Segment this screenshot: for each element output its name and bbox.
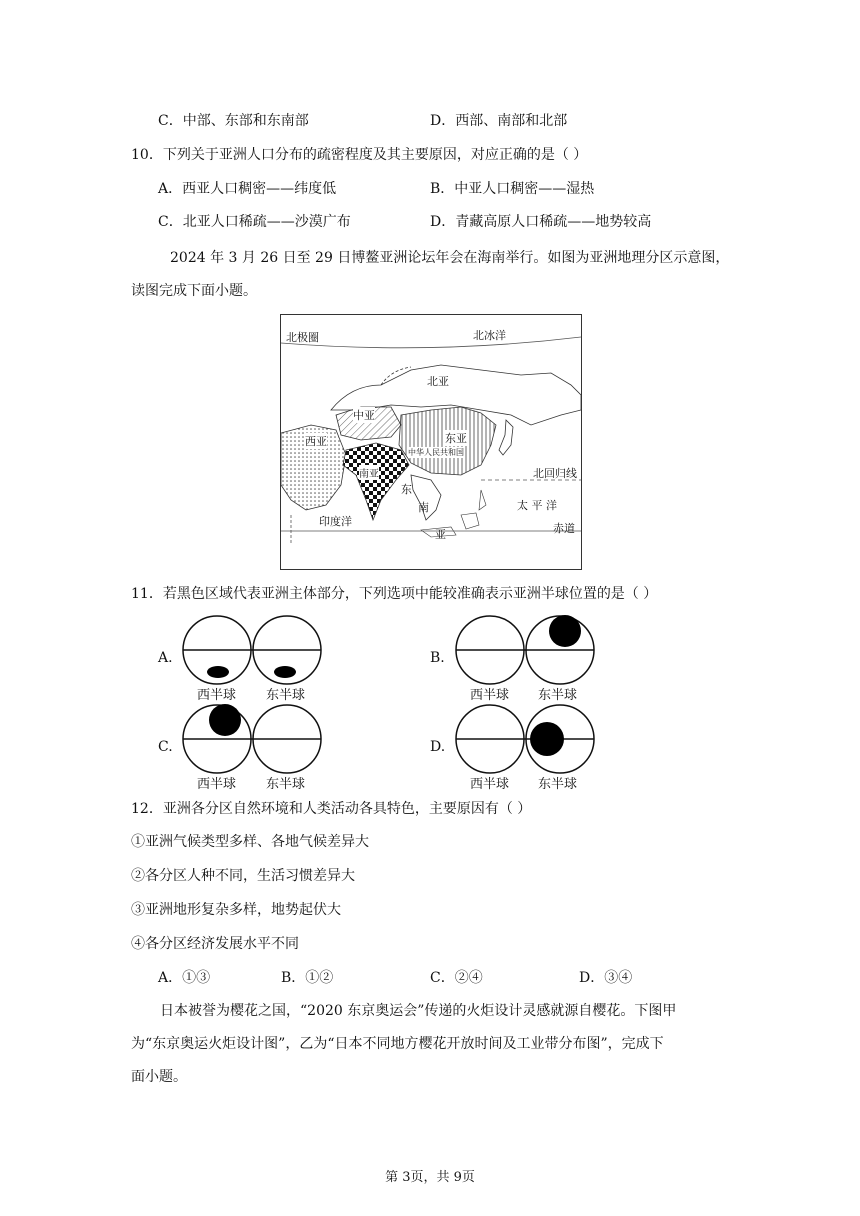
- map-label-indian-ocean: 印度洋: [319, 515, 352, 528]
- q11-d-west-caption: 西半球: [470, 777, 510, 792]
- q9-option-c: C．中部、东部和东南部: [158, 113, 309, 129]
- passage2-line1: 日本被誉为樱花之国，“2020 东京奥运会”传递的火炬设计灵感就源自樱花。下图甲: [160, 1003, 677, 1019]
- passage1-line2: 读图完成下面小题。: [131, 283, 257, 299]
- q11-d-east-caption: 东半球: [538, 777, 578, 792]
- passage2-line3: 面小题。: [131, 1069, 187, 1085]
- q10-stem: 10．下列关于亚洲人口分布的疏密程度及其主要原因，对应正确的是（ ）: [131, 147, 588, 163]
- japan-shape: [499, 420, 513, 455]
- q11-b-east-caption: 东半球: [538, 688, 578, 703]
- q11-option-a-figure: [182, 614, 324, 686]
- map-label-se-1: 东: [401, 483, 412, 496]
- q10-option-a: A．西亚人口稠密——纬度低: [158, 181, 337, 197]
- q11-option-b-figure: [455, 614, 597, 686]
- map-label-north-asia: 北亚: [427, 375, 449, 388]
- map-label-china: 中华人民共和国: [408, 448, 464, 457]
- q10-option-b: B．中亚人口稠密——湿热: [430, 181, 595, 197]
- q12-item-4: ④各分区经济发展水平不同: [131, 936, 299, 952]
- map-label-arctic-ocean: 北冰洋: [473, 329, 506, 342]
- q12-stem: 12．亚洲各分区自然环境和人类活动各具特色，主要原因有（ ）: [131, 801, 532, 817]
- passage1-line1: 2024 年 3 月 26 日至 29 日博鳌亚洲论坛年会在海南举行。如图为亚洲地理分区示意图，: [170, 250, 730, 266]
- map-label-south-asia: 南亚: [359, 465, 379, 480]
- q11-c-west-caption: 西半球: [197, 777, 237, 792]
- q11-b-west-caption: 西半球: [470, 688, 510, 703]
- q11-c-east-caption: 东半球: [266, 777, 306, 792]
- map-label-east-asia: 东亚: [445, 432, 467, 445]
- q11-option-d-figure: [455, 703, 597, 775]
- map-label-pacific: 太 平 洋: [517, 499, 557, 512]
- arctic-circle-line: [281, 337, 581, 348]
- q12-option-b: B．①②: [281, 970, 334, 986]
- map-label-tropic: 北回归线: [533, 467, 577, 480]
- q12-item-1: ①亚洲气候类型多样、各地气候差异大: [131, 834, 369, 850]
- q12-item-3: ③亚洲地形复杂多样，地势起伏大: [131, 902, 341, 918]
- map-label-se-3: 亚: [435, 528, 446, 541]
- map-label-equator: 赤道: [553, 522, 575, 535]
- map-label-west-asia: 西亚: [305, 435, 327, 448]
- map-label-arctic-circle: 北极圈: [286, 331, 319, 344]
- q11-option-c-label: C.: [158, 739, 173, 755]
- page-footer: 第 3页，共 9页: [385, 1170, 475, 1185]
- q11-a-east-caption: 东半球: [266, 688, 306, 703]
- q11-option-c-figure: [182, 703, 324, 775]
- q10-option-c: C．北亚人口稀疏——沙漠广布: [158, 214, 351, 230]
- q10-option-d: D．青藏高原人口稀疏——地势较高: [430, 214, 652, 230]
- passage2-line2: 为“东京奥运火炬设计图”，乙为“日本不同地方樱花开放时间及工业带分布图”，完成下: [131, 1036, 664, 1052]
- map-label-se-2: 南: [418, 501, 429, 514]
- q11-option-d-label: D.: [430, 739, 446, 755]
- south-asia-region: [343, 443, 409, 520]
- q11-option-b-label: B.: [430, 650, 445, 666]
- asia-region-map: [280, 314, 582, 570]
- q9-option-d: D．西部、南部和北部: [430, 113, 568, 129]
- q11-a-west-caption: 西半球: [197, 688, 237, 703]
- q11-option-a-label: A.: [158, 650, 173, 666]
- q11-stem: 11．若黑色区域代表亚洲主体部分，下列选项中能较准确表示亚洲半球位置的是（ ）: [131, 586, 658, 602]
- q12-item-2: ②各分区人种不同，生活习惯差异大: [131, 868, 355, 884]
- map-label-central-asia: 中亚: [353, 409, 375, 422]
- q12-option-a: A．①③: [158, 970, 211, 986]
- q12-option-d: D．③④: [579, 970, 633, 986]
- q12-option-c: C．②④: [430, 970, 483, 986]
